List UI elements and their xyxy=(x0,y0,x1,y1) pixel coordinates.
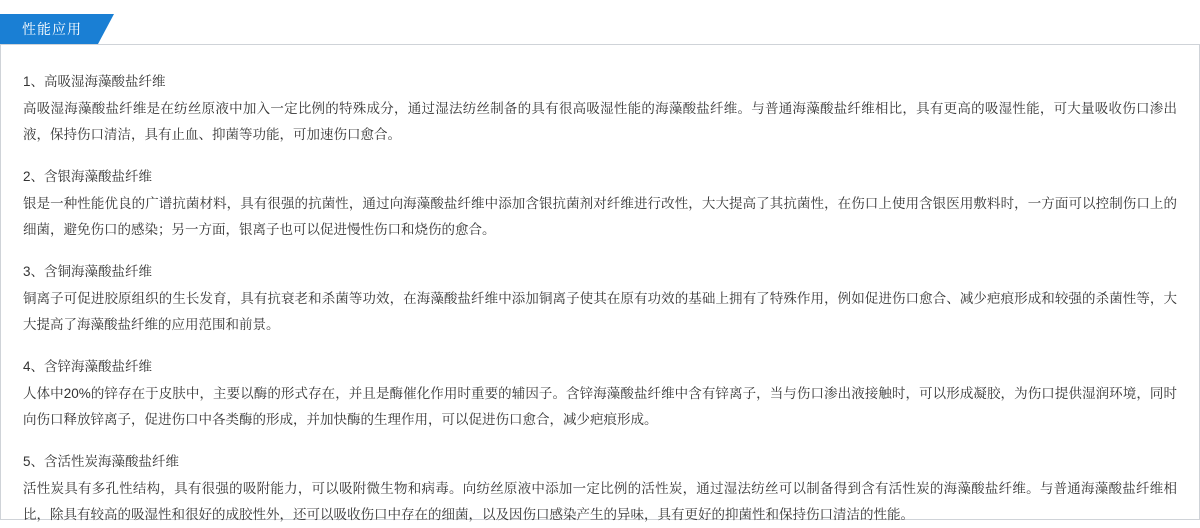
section-paragraph: 高吸湿海藻酸盐纤维是在纺丝原液中加入一定比例的特殊成分，通过湿法纺丝制备的具有很高吸湿性能的海藻酸盐纤维。与普通海藻酸盐纤维相比，具有更高的吸湿性能，可大量吸收伤口渗出液，保持伤口清洁，具有止血、抑菌等功能，可加速伤口愈合。 xyxy=(23,101,1177,142)
section-tab xyxy=(0,14,114,44)
tab-arrow-shape xyxy=(98,14,114,44)
section-heading: 5、含活性炭海藻酸盐纤维 xyxy=(23,454,180,469)
content-section xyxy=(23,69,1177,148)
section-heading: 1、高吸湿海藻酸盐纤维 xyxy=(23,74,166,89)
content-section xyxy=(23,164,1177,243)
content-section xyxy=(23,259,1177,338)
section-heading: 4、含锌海藻酸盐纤维 xyxy=(23,359,153,374)
content-section xyxy=(23,449,1177,528)
section-paragraph: 人体中20%的锌存在于皮肤中，主要以酶的形式存在，并且是酶催化作用时重要的辅因子。含锌海藻酸盐纤维中含有锌离子，当与伤口渗出液接触时，可以形成凝胶，为伤口提供湿润环境，同时向伤口释放锌离子，促进伤口中各类酶的形成，并加快酶的生理作用，可以促进伤口愈合，减少疤痕形成。 xyxy=(23,386,1177,427)
section-tab-label: 性能应用 xyxy=(0,14,98,44)
section-paragraph: 活性炭具有多孔性结构，具有很强的吸附能力，可以吸附微生物和病毒。向纺丝原液中添加一定比例的活性炭，通过湿法纺丝可以制备得到含有活性炭的海藻酸盐纤维。与普通海藻酸盐纤维相比，除具有较高的吸湿性和很好的成胶性外，还可以吸收伤口中存在的细菌，以及因伤口感染产生的异味，具有更好的抑菌性和保持伤口清洁的性能。 xyxy=(23,481,1177,522)
section-heading: 2、含银海藻酸盐纤维 xyxy=(23,169,153,184)
section-paragraph: 银是一种性能优良的广谱抗菌材料，具有很强的抗菌性，通过向海藻酸盐纤维中添加含银抗菌剂对纤维进行改性，大大提高了其抗菌性，在伤口上使用含银医用敷料时，一方面可以控制伤口上的细菌，避免伤口的感染；另一方面，银离子也可以促进慢性伤口和烧伤的愈合。 xyxy=(23,196,1177,237)
content-section xyxy=(23,354,1177,433)
content-panel xyxy=(0,44,1200,520)
section-paragraph: 铜离子可促进胶原组织的生长发育，具有抗衰老和杀菌等功效，在海藻酸盐纤维中添加铜离子使其在原有功效的基础上拥有了特殊作用，例如促进伤口愈合、减少疤痕形成和较强的杀菌性等，大大提高了海藻酸盐纤维的应用范围和前景。 xyxy=(23,291,1177,332)
section-heading: 3、含铜海藻酸盐纤维 xyxy=(23,264,153,279)
